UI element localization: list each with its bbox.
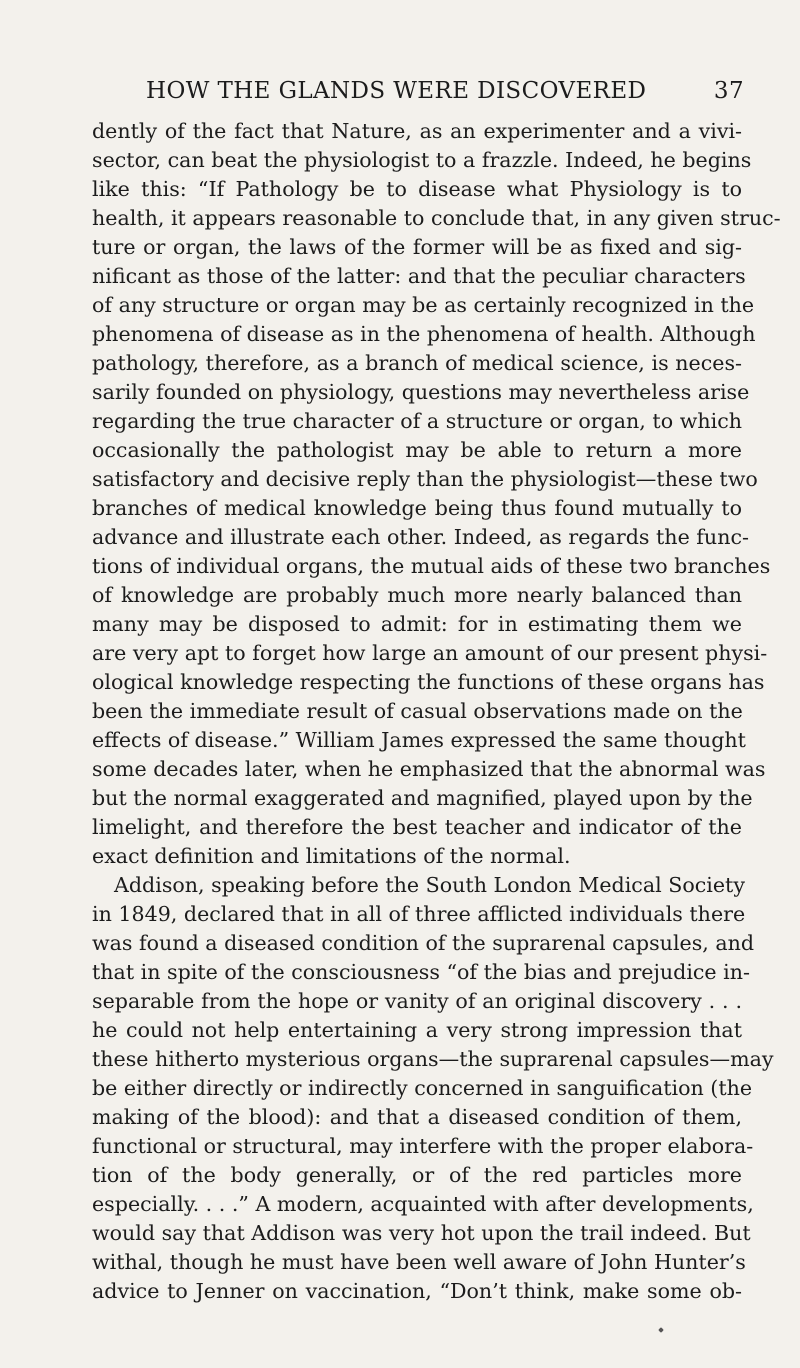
text-line: making of the blood): and that a diseased condition of them,: [92, 1105, 742, 1129]
paragraph-end-line: exact definition and limitations of the normal.: [92, 844, 571, 868]
text-line: phenomena of disease as in the phenomena of health. Although: [92, 322, 756, 346]
body-text: [92, 117, 781, 1306]
running-head: [94, 78, 744, 112]
text-line: separable from the hope or vanity of an original discovery . . .: [92, 989, 742, 1013]
text-line: was found a diseased condition of the suprarenal capsules, and: [92, 931, 755, 955]
text-line: be either directly or indirectly concerned in sanguification (the: [92, 1076, 753, 1100]
text-line: branches of medical knowledge being thus found mutually to: [92, 496, 742, 520]
text-line: pathology, therefore, as a branch of medical science, is neces-: [92, 351, 742, 375]
text-line: of any structure or organ may be as certainly recognized in the: [92, 293, 755, 317]
text-line: many may be disposed to admit: for in estimating them we: [92, 612, 742, 636]
text-line: are very apt to forget how large an amount of our present physi-: [92, 641, 768, 665]
text-line: these hitherto mysterious organs—the suprarenal capsules—may: [92, 1047, 774, 1071]
text-line: satisfactory and decisive reply than the physiologist—these two: [92, 467, 758, 491]
text-line: like this: “If Pathology be to disease what Physiology is to: [92, 177, 742, 201]
text-line: some decades later, when he emphasized that the abnormal was: [92, 757, 766, 781]
text-line: sarily founded on physiology, questions may nevertheless arise: [92, 380, 750, 404]
text-line: functional or structural, may interfere with the proper elabora-: [92, 1134, 754, 1158]
text-line: sector, can beat the physiologist to a frazzle. Indeed, he begins: [92, 148, 752, 172]
text-line: tion of the body generally, or of the red particles more: [92, 1163, 742, 1187]
printer-mark: [658, 1327, 664, 1333]
text-line: but the normal exaggerated and magnified, played upon by the: [92, 786, 753, 810]
text-line: been the immediate result of casual observations made on the: [92, 699, 743, 723]
text-line: especially. . . .” A modern, acquainted with after developments,: [92, 1192, 754, 1216]
text-line: would say that Addison was very hot upon the trail indeed. But: [92, 1221, 751, 1245]
text-line: withal, though he must have been well aware of John Hunter’s: [92, 1250, 746, 1274]
text-line: advice to Jenner on vaccination, “Don’t think, make some ob-: [92, 1279, 742, 1303]
text-line: health, it appears reasonable to conclude that, in any given struc-: [92, 206, 781, 230]
text-line: nificant as those of the latter: and that the peculiar characters: [92, 264, 746, 288]
page-number: 37: [713, 78, 744, 104]
text-line: ological knowledge respecting the functions of these organs has: [92, 670, 765, 694]
text-line: effects of disease.” William James expressed the same thought: [92, 728, 746, 752]
running-title: HOW THE GLANDS WERE DISCOVERED: [146, 78, 647, 104]
text-line: regarding the true character of a structure or organ, to which: [92, 409, 742, 433]
text-line: advance and illustrate each other. Indeed, as regards the func-: [92, 525, 749, 549]
text-line: in 1849, declared that in all of three afflicted individuals there: [92, 902, 746, 926]
text-line: tions of individual organs, the mutual aids of these two branches: [92, 554, 771, 578]
text-line: limelight, and therefore the best teacher and indicator of the: [92, 815, 742, 839]
text-line: of knowledge are probably much more nearly balanced than: [92, 583, 742, 607]
paragraph-start-line: Addison, speaking before the South London Medical Society: [114, 873, 745, 897]
text-line: dently of the fact that Nature, as an experimenter and a vivi-: [92, 119, 742, 143]
text-line: that in spite of the consciousness “of the bias and prejudice in-: [92, 960, 750, 984]
text-line: ture or organ, the laws of the former will be as fixed and sig-: [92, 235, 742, 259]
text-line: occasionally the pathologist may be able to return a more: [92, 438, 742, 462]
text-line: he could not help entertaining a very strong impression that: [92, 1018, 742, 1042]
